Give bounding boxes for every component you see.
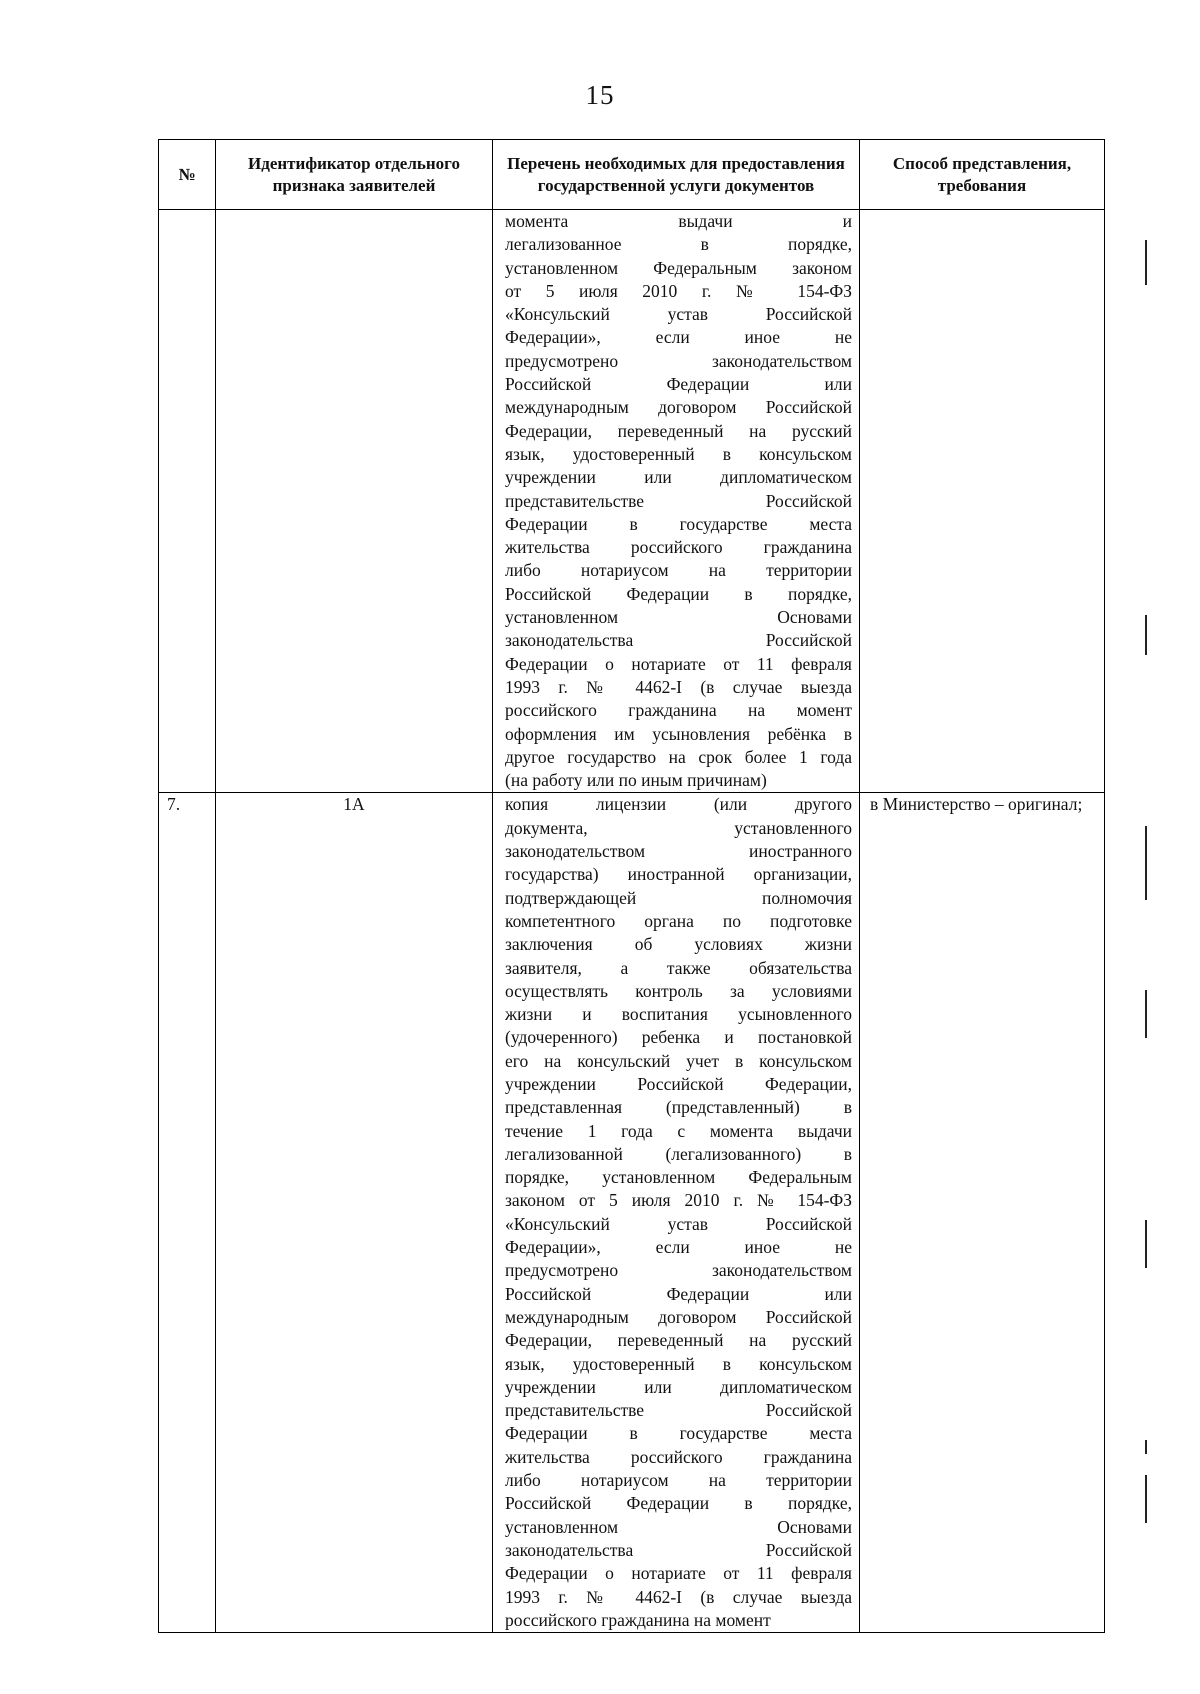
document-line: законодательства Российской — [505, 630, 852, 651]
document-line: Федерации», если иное не — [505, 1237, 852, 1258]
document-line: момента выдачи и — [505, 211, 852, 231]
document-line: Федерации в государстве места — [505, 1423, 852, 1444]
document-line: язык, удостоверенный в консульском — [505, 443, 852, 464]
cell-method — [860, 210, 1105, 793]
document-line: заявителя, а также обязательства — [505, 957, 852, 978]
scan-artifact — [1145, 990, 1147, 1038]
document-line: «Консульский устав Российской — [505, 304, 852, 325]
document-line: Федерации», если иное не — [505, 327, 852, 348]
document-line: законодательства Российской — [505, 1539, 852, 1560]
cell-num: 7. — [159, 793, 216, 1633]
document-line: либо нотариусом на территории — [505, 1470, 852, 1491]
cell-identifier: 1А — [216, 793, 493, 1633]
document-line: 1993 г. № 4462-I (в случае выезда — [505, 676, 852, 697]
document-line: российского гражданина на момент — [505, 700, 852, 721]
scan-artifact — [1145, 1220, 1147, 1268]
document-line: Федерации в государстве места — [505, 513, 852, 534]
document-line: легализованное в порядке, — [505, 234, 852, 255]
document-line: документа, установленного — [505, 817, 852, 838]
document-line: жительства российского гражданина — [505, 1446, 852, 1467]
document-line: оформления им усыновления ребёнка в — [505, 723, 852, 744]
header-method: Способ представления, требования — [860, 140, 1105, 210]
document-line: другое государство на срок более 1 года — [505, 746, 852, 767]
document-line: учреждении или дипломатическом — [505, 467, 852, 488]
document-line: копия лицензии (или другого — [505, 794, 852, 815]
document-line: учреждении Российской Федерации, — [505, 1073, 852, 1094]
document-line: (на работу или по иным причинам) — [505, 770, 767, 791]
document-line: международным договором Российской — [505, 1306, 852, 1327]
document-line: законодательством иностранного — [505, 841, 852, 862]
document-line: течение 1 года с момента выдачи — [505, 1120, 852, 1141]
document-line: либо нотариусом на территории — [505, 560, 852, 581]
scan-artifact — [1145, 240, 1147, 285]
cell-identifier — [216, 210, 493, 793]
document-line: Федерации, переведенный на русский — [505, 420, 852, 441]
document-line: установленном Федеральным законом — [505, 257, 852, 278]
scan-artifact — [1145, 1475, 1147, 1523]
document-line: Российской Федерации в порядке, — [505, 1493, 852, 1514]
document-line: осуществлять контроль за условиями — [505, 980, 852, 1001]
scan-artifact — [1145, 850, 1147, 900]
cell-documents — [493, 210, 860, 793]
document-line: язык, удостоверенный в консульском — [505, 1353, 852, 1374]
table-row-continued — [159, 210, 1105, 793]
table-row-7 — [159, 793, 1105, 1633]
document-line: жительства российского гражданина — [505, 537, 852, 558]
header-identifier: Идентификатор отдельного признака заявителей — [216, 140, 493, 210]
page-number: 15 — [585, 80, 615, 110]
document-line: легализованной (легализованного) в — [505, 1143, 852, 1164]
document-line: международным договором Российской — [505, 397, 852, 418]
document-line: представительстве Российской — [505, 490, 852, 511]
header-documents: Перечень необходимых для предоставления государственной услуги документов — [493, 140, 860, 210]
document-line: государства) иностранной организации, — [505, 864, 852, 885]
document-line: Российской Федерации или — [505, 374, 852, 395]
document-line: Федерации о нотариате от 11 февраля — [505, 1563, 852, 1584]
cell-documents — [493, 793, 860, 1633]
document-line: Федерации о нотариате от 11 февраля — [505, 653, 852, 674]
document-line: Федерации, переведенный на русский — [505, 1330, 852, 1351]
document-line: российского гражданина на момент — [505, 1609, 771, 1630]
document-line: порядке, установленном Федеральным — [505, 1167, 852, 1188]
cell-num — [159, 210, 216, 793]
document-line: заключения об условиях жизни — [505, 934, 852, 955]
document-line: от 5 июля 2010 г. № 154-ФЗ — [505, 280, 852, 301]
document-line: учреждении или дипломатическом — [505, 1376, 852, 1397]
document-line: Российской Федерации в порядке, — [505, 583, 852, 604]
document-line: 1993 г. № 4462-I (в случае выезда — [505, 1586, 852, 1607]
requirements-table — [158, 139, 1105, 1633]
document-line: предусмотрено законодательством — [505, 350, 852, 371]
document-line: (удочеренного) ребенка и постановкой — [505, 1027, 852, 1048]
document-line: представленная (представленный) в — [505, 1097, 852, 1118]
document-line: жизни и воспитания усыновленного — [505, 1004, 852, 1025]
document-line: представительстве Российской — [505, 1400, 852, 1421]
document-line: предусмотрено законодательством — [505, 1260, 852, 1281]
document-line: его на консульский учет в консульском — [505, 1050, 852, 1071]
document-line: «Консульский устав Российской — [505, 1213, 852, 1234]
scan-artifact — [1145, 615, 1147, 655]
table-header — [159, 140, 1105, 210]
document-line: установленном Основами — [505, 1516, 852, 1537]
cell-method: в Министерство – оригинал; — [860, 793, 1105, 1633]
document-line: законом от 5 июля 2010 г. № 154-ФЗ — [505, 1190, 852, 1211]
document-line: компетентного органа по подготовке — [505, 910, 852, 931]
document-line: подтверждающей полномочия — [505, 887, 852, 908]
scan-artifact — [1145, 1440, 1147, 1454]
document-line: установленном Основами — [505, 607, 852, 628]
document-line: Российской Федерации или — [505, 1283, 852, 1304]
header-num: № — [159, 140, 216, 210]
